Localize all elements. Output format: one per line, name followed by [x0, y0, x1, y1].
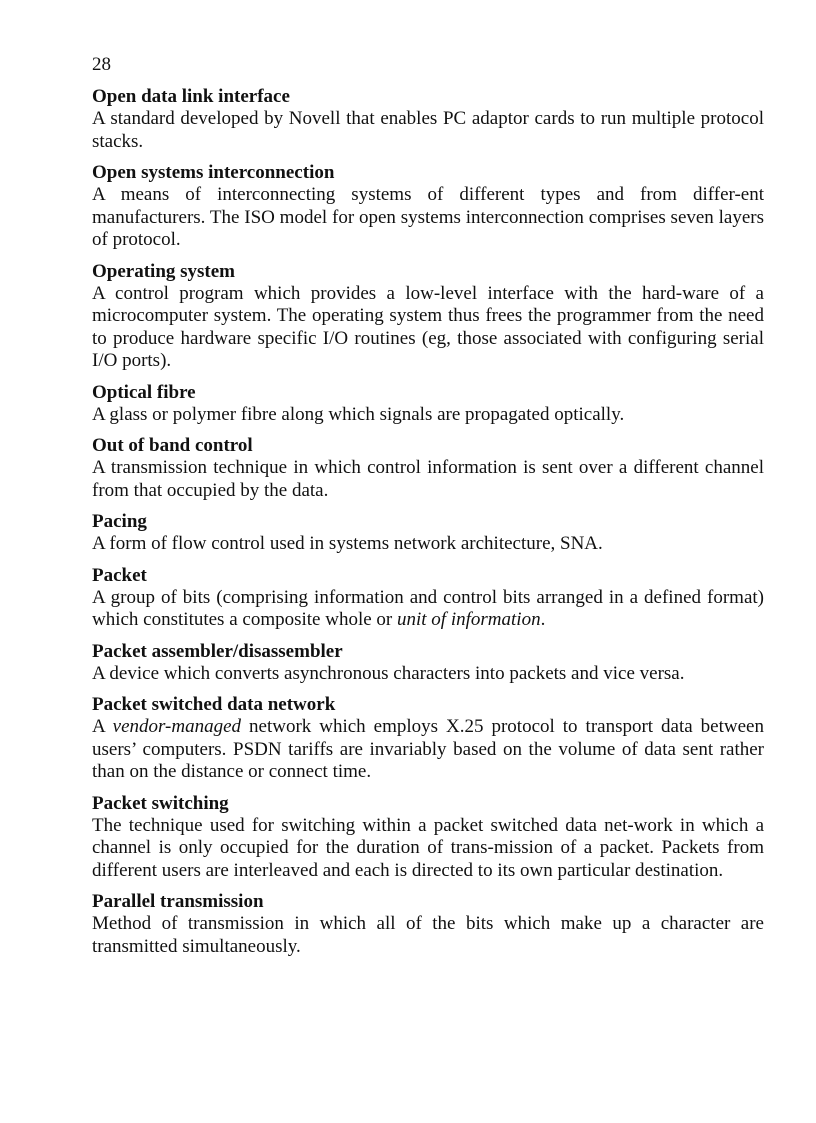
glossary-entry — [92, 891, 764, 958]
glossary-definition — [92, 283, 764, 373]
glossary-entry — [92, 565, 764, 632]
glossary-entry — [92, 694, 764, 784]
glossary-term: Out of band control — [92, 435, 253, 456]
glossary-entry — [92, 435, 764, 502]
glossary-term: Operating system — [92, 260, 236, 282]
glossary-term: Packet switching — [92, 792, 229, 814]
definition-text: A means of interconnecting systems of different types and from differ-ent manufacturers. The ISO model for open systems interconnection comprises seven layers of protocol. — [92, 184, 764, 250]
glossary-entry — [92, 793, 764, 883]
definition-text: A transmission technique in which control information is sent over a different channel from that occupied by the data. — [92, 457, 764, 501]
definition-text: network which employs X.25 protocol to transport data between users’ computers. PSDN tariffs are invariably based on the volume of data sent rather than on the distance or connect time. — [92, 716, 764, 782]
definition-text: A glass or polymer fibre along which signals are propagated optically. — [92, 403, 625, 425]
definition-text: A control program which provides a low-level interface with the hard-ware of a microcomputer system. The operating system thus frees the programmer from the need to produce hardware specific I/O routines (eg, those associated with configuring serial I/O ports). — [92, 282, 764, 371]
glossary-definition — [92, 587, 764, 632]
glossary-term: Packet switched data network — [92, 694, 336, 715]
glossary-definition — [92, 913, 764, 958]
glossary-entry — [92, 382, 764, 427]
definition-emphasis: unit of information — [397, 609, 541, 630]
glossary-term: Pacing — [92, 511, 147, 532]
definition-text: A group of bits (comprising information and control bits arranged in a defined format) which constitutes a composite whole or — [92, 586, 764, 630]
glossary-definition — [92, 716, 764, 784]
glossary-definition — [92, 184, 764, 252]
glossary-term: Open systems interconnection — [92, 162, 335, 183]
page-number: 28 — [92, 54, 111, 75]
definition-text: A — [92, 716, 113, 737]
definition-emphasis: vendor-managed — [112, 716, 242, 737]
definition-text: A standard developed by Novell that enables PC adaptor cards to run multiple protocol stacks. — [92, 108, 764, 152]
glossary-definition — [92, 815, 764, 883]
glossary-entries — [92, 86, 764, 967]
glossary-entry — [92, 162, 764, 252]
glossary-entry — [92, 641, 764, 686]
definition-text: Method of transmission in which all of the bits which make up a character are transmitted simultaneously. — [92, 913, 764, 957]
definition-text: A device which converts asynchronous characters into packets and vice versa. — [92, 662, 685, 684]
glossary-definition — [92, 404, 764, 427]
definition-text: The technique used for switching within a packet switched data net-work in which a channel is only occupied for the duration of trans-mission of a packet. Packets from different users are interleaved and each is directed to its own particular destination. — [92, 814, 764, 881]
glossary-entry — [92, 511, 764, 556]
glossary-term: Parallel transmission — [92, 891, 264, 912]
glossary-definition — [92, 533, 764, 556]
glossary-term: Open data link interface — [92, 86, 290, 107]
glossary-term: Packet assembler/disassembler — [92, 640, 343, 662]
glossary-term: Packet — [92, 564, 147, 586]
definition-text: A form of flow control used in systems network architecture, SNA. — [92, 533, 603, 554]
definition-text: . — [540, 609, 546, 630]
glossary-definition — [92, 457, 764, 502]
glossary-entry — [92, 261, 764, 373]
glossary-definition — [92, 663, 764, 686]
glossary-entry — [92, 86, 764, 153]
glossary-definition — [92, 108, 764, 153]
glossary-term: Optical fibre — [92, 381, 196, 403]
